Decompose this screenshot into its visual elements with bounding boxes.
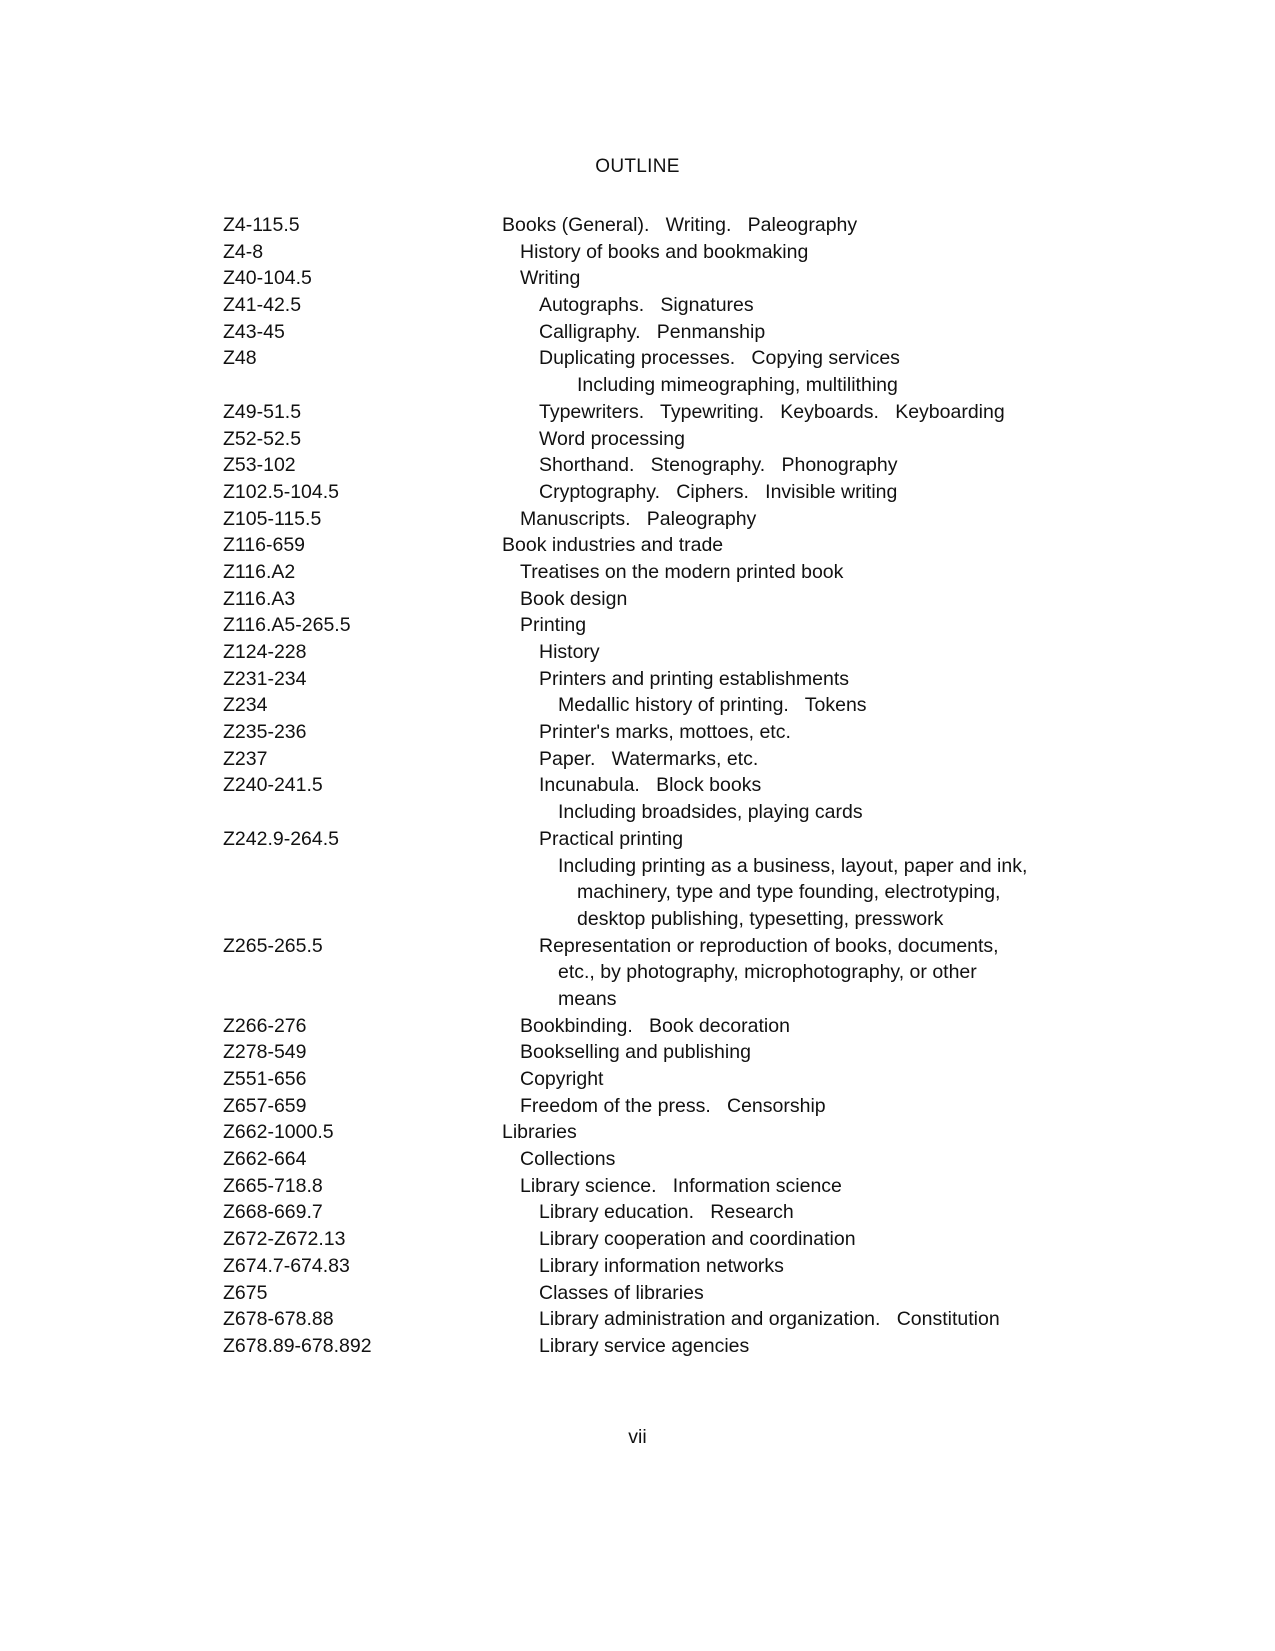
class-number: Z675 xyxy=(223,1281,268,1304)
subject-heading: Books (General). Writing. Paleography xyxy=(502,214,858,236)
outline-row xyxy=(0,559,1275,586)
outline-row xyxy=(0,319,1275,346)
subject-heading: Representation or reproduction of books, documents, xyxy=(539,934,999,957)
subject-heading: Classes of libraries xyxy=(539,1281,704,1304)
outline-row xyxy=(0,986,1275,1013)
outline-row xyxy=(0,1226,1275,1253)
class-number: Z237 xyxy=(223,747,268,770)
class-number: Z278-549 xyxy=(223,1041,307,1064)
subject-heading: Printing xyxy=(520,614,587,637)
class-number: Z657-659 xyxy=(223,1094,307,1117)
outline-row xyxy=(0,1146,1275,1173)
outline-row xyxy=(0,586,1275,613)
outline-row xyxy=(0,933,1275,960)
subject-heading: Printers and printing establishments xyxy=(539,667,849,690)
class-number: Z52-52.5 xyxy=(223,427,302,450)
class-number: Z240-241.5 xyxy=(223,774,323,797)
class-number: Z4-8 xyxy=(223,240,264,263)
outline-row xyxy=(0,799,1275,826)
subject-heading: Including printing as a business, layout, paper and ink, xyxy=(558,854,1028,877)
outline-row xyxy=(0,452,1275,479)
outline-row xyxy=(0,1173,1275,1200)
class-number: Z668-669.7 xyxy=(223,1201,323,1224)
class-number: Z43-45 xyxy=(223,320,285,343)
subject-heading: machinery, type and type founding, electrotyping, xyxy=(577,881,1001,904)
subject-heading: History of books and bookmaking xyxy=(520,240,809,263)
outline-list xyxy=(0,212,1275,1360)
subject-heading: Libraries xyxy=(502,1121,577,1144)
class-number: Z102.5-104.5 xyxy=(223,480,340,503)
class-number: Z672-Z672.13 xyxy=(223,1228,346,1251)
class-number: Z124-228 xyxy=(223,641,307,663)
class-number: Z235-236 xyxy=(223,721,307,744)
class-number: Z4-115.5 xyxy=(223,214,300,236)
subject-heading: Including mimeographing, multilithing xyxy=(577,374,898,397)
outline-row xyxy=(0,372,1275,399)
subject-heading: means xyxy=(558,987,617,1010)
class-number: Z53-102 xyxy=(223,454,296,477)
outline-row xyxy=(0,719,1275,746)
subject-heading: Library cooperation and coordination xyxy=(539,1228,856,1251)
outline-row xyxy=(0,1066,1275,1093)
subject-heading: Including broadsides, playing cards xyxy=(558,801,863,824)
subject-heading: Calligraphy. Penmanship xyxy=(539,320,766,343)
outline-row xyxy=(0,1119,1275,1146)
subject-heading: Treatises on the modern printed book xyxy=(520,560,844,583)
class-number: Z48 xyxy=(223,347,257,370)
subject-heading: Manuscripts. Paleography xyxy=(520,507,757,530)
subject-heading: Writing xyxy=(520,267,581,290)
class-number: Z40-104.5 xyxy=(223,267,312,290)
class-number: Z41-42.5 xyxy=(223,294,302,317)
subject-heading: Library service agencies xyxy=(539,1334,750,1357)
outline-row xyxy=(0,1013,1275,1040)
outline-row xyxy=(0,906,1275,933)
subject-heading: Medallic history of printing. Tokens xyxy=(558,694,867,717)
outline-row xyxy=(0,532,1275,559)
class-number: Z116.A2 xyxy=(223,560,296,583)
page-number: vii xyxy=(628,1426,647,1448)
outline-row xyxy=(0,292,1275,319)
outline-row xyxy=(0,853,1275,880)
subject-heading: Incunabula. Block books xyxy=(539,774,762,797)
subject-heading: Cryptography. Ciphers. Invisible writing xyxy=(539,480,898,503)
outline-row xyxy=(0,1093,1275,1120)
subject-heading: Book design xyxy=(520,587,628,610)
outline-row xyxy=(0,826,1275,853)
subject-heading: Library administration and organization. Constitution xyxy=(539,1308,1000,1331)
outline-row xyxy=(0,1306,1275,1333)
class-number: Z678-678.88 xyxy=(223,1308,334,1331)
class-number: Z551-656 xyxy=(223,1068,307,1090)
outline-row xyxy=(0,239,1275,266)
class-number: Z662-1000.5 xyxy=(223,1121,334,1144)
outline-row xyxy=(0,1280,1275,1307)
class-number: Z116.A3 xyxy=(223,587,296,610)
class-number: Z234 xyxy=(223,694,268,717)
class-number: Z116.A5-265.5 xyxy=(223,614,351,637)
outline-row xyxy=(0,1333,1275,1360)
page-title: OUTLINE xyxy=(595,156,680,177)
class-number: Z116-659 xyxy=(223,534,306,557)
subject-heading: Paper. Watermarks, etc. xyxy=(539,747,759,770)
class-number: Z49-51.5 xyxy=(223,400,302,423)
outline-row xyxy=(0,639,1275,666)
outline-row xyxy=(0,1199,1275,1226)
class-number: Z105-115.5 xyxy=(223,507,322,530)
class-number: Z665-718.8 xyxy=(223,1174,323,1197)
subject-heading: Library education. Research xyxy=(539,1201,794,1224)
subject-heading: desktop publishing, typesetting, presswork xyxy=(577,907,944,930)
class-number: Z265-265.5 xyxy=(223,934,323,957)
class-number: Z662-664 xyxy=(223,1148,307,1171)
outline-row xyxy=(0,1039,1275,1066)
subject-heading: etc., by photography, microphotography, or other xyxy=(558,961,977,984)
class-number: Z231-234 xyxy=(223,667,307,690)
subject-heading: Autographs. Signatures xyxy=(539,294,754,317)
outline-row xyxy=(0,399,1275,426)
outline-row xyxy=(0,746,1275,773)
outline-row xyxy=(0,1253,1275,1280)
subject-heading: Library information networks xyxy=(539,1254,784,1277)
outline-row xyxy=(0,666,1275,693)
subject-heading: Typewriters. Typewriting. Keyboards. Keyboarding xyxy=(539,400,1005,423)
subject-heading: Duplicating processes. Copying services xyxy=(539,347,900,370)
class-number: Z266-276 xyxy=(223,1014,307,1037)
outline-row xyxy=(0,959,1275,986)
subject-heading: Bookselling and publishing xyxy=(520,1041,751,1064)
outline-row xyxy=(0,265,1275,292)
subject-heading: Bookbinding. Book decoration xyxy=(520,1014,790,1037)
outline-row xyxy=(0,426,1275,453)
outline-row xyxy=(0,879,1275,906)
class-number: Z242.9-264.5 xyxy=(223,827,340,850)
class-number: Z674.7-674.83 xyxy=(223,1254,350,1277)
subject-heading: Word processing xyxy=(539,427,685,450)
subject-heading: Freedom of the press. Censorship xyxy=(520,1094,826,1117)
subject-heading: Practical printing xyxy=(539,827,684,850)
outline-row xyxy=(0,345,1275,372)
subject-heading: Shorthand. Stenography. Phonography xyxy=(539,454,898,477)
outline-row xyxy=(0,772,1275,799)
subject-heading: Collections xyxy=(520,1148,616,1171)
subject-heading: Printer's marks, mottoes, etc. xyxy=(539,721,791,744)
subject-heading: Copyright xyxy=(520,1068,604,1090)
outline-row xyxy=(0,612,1275,639)
subject-heading: Book industries and trade xyxy=(502,534,724,557)
outline-row xyxy=(0,479,1275,506)
class-number: Z678.89-678.892 xyxy=(223,1334,372,1357)
outline-row xyxy=(0,692,1275,719)
subject-heading: Library science. Information science xyxy=(520,1174,842,1197)
subject-heading: History xyxy=(539,641,600,663)
outline-row xyxy=(0,212,1275,239)
outline-row xyxy=(0,506,1275,533)
